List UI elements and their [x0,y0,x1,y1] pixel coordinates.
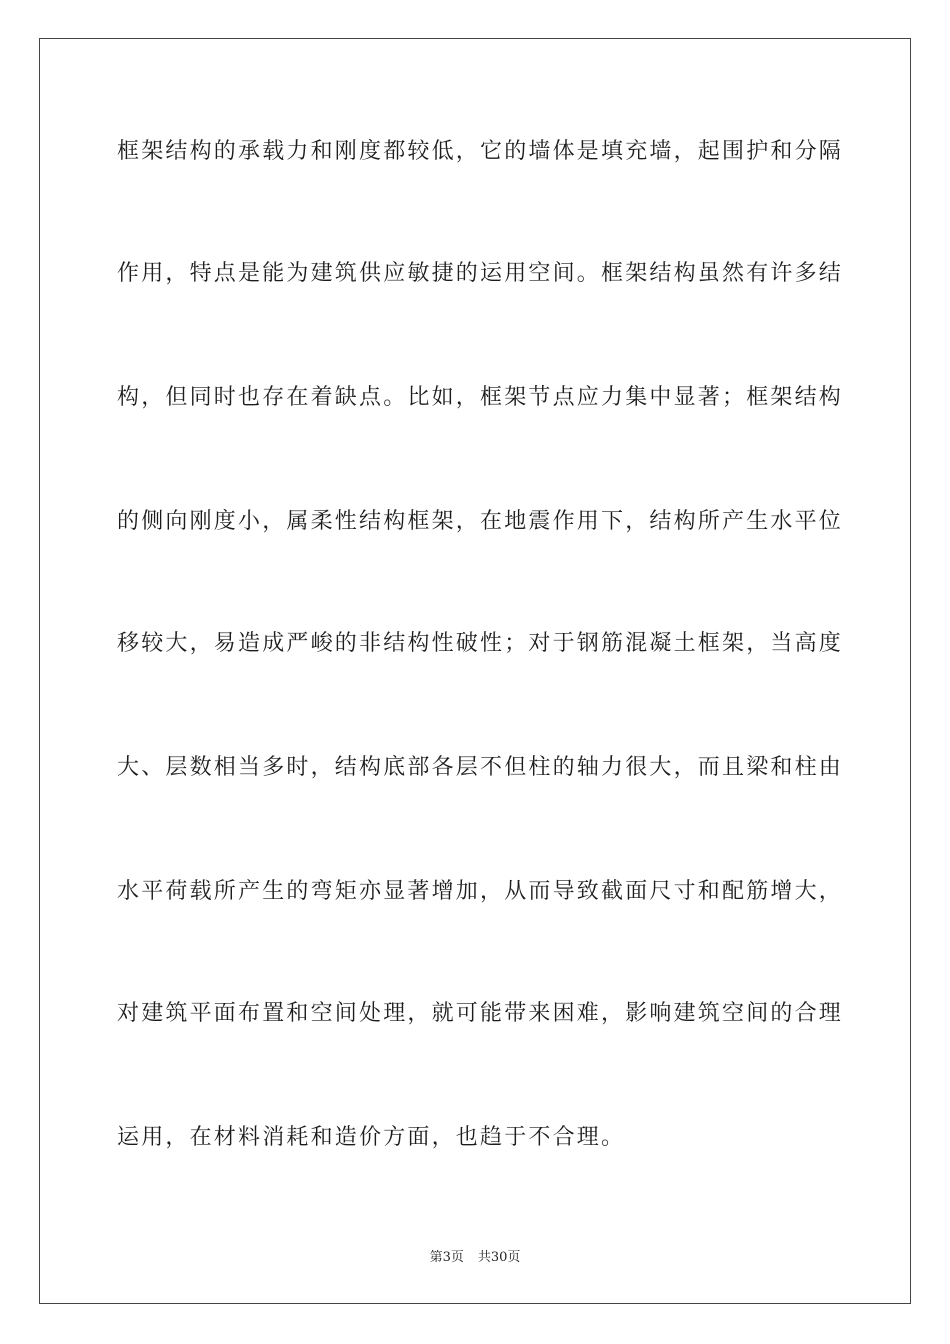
paragraph-line-9: 运用，在材料消耗和造价方面，也趋于不合理。 [117,1125,626,1150]
page-footer [0,1246,950,1265]
paragraph-line-1: 框架结构的承载力和刚度都较低，它的墙体是填充墙，起围护和分隔 [117,139,844,164]
paragraph-line-8: 对建筑平面布置和空间处理，就可能带来困难，影响建筑空间的合理 [117,1001,844,1026]
page-number: 第3页 [429,1250,464,1265]
paragraph-line-3: 构，但同时也存在着缺点。比如，框架节点应力集中显著；框架结构 [117,385,844,410]
paragraph-line-5: 移较大，易造成严峻的非结构性破性；对于钢筋混凝土框架，当高度 [117,631,844,656]
paragraph-line-6: 大、层数相当多时，结构底部各层不但柱的轴力很大，而且梁和柱由 [117,755,844,780]
paragraph-line-4: 的侧向刚度小，属柔性结构框架，在地震作用下，结构所产生水平位 [117,509,844,534]
paragraph-line-7: 水平荷载所产生的弯矩亦显著增加，从而导致截面尺寸和配筋增大， [117,879,844,904]
page-frame [39,38,911,1304]
paragraph-line-2: 作用，特点是能为建筑供应敏捷的运用空间。框架结构虽然有许多结 [117,261,844,286]
page-total: 共30页 [477,1250,521,1265]
